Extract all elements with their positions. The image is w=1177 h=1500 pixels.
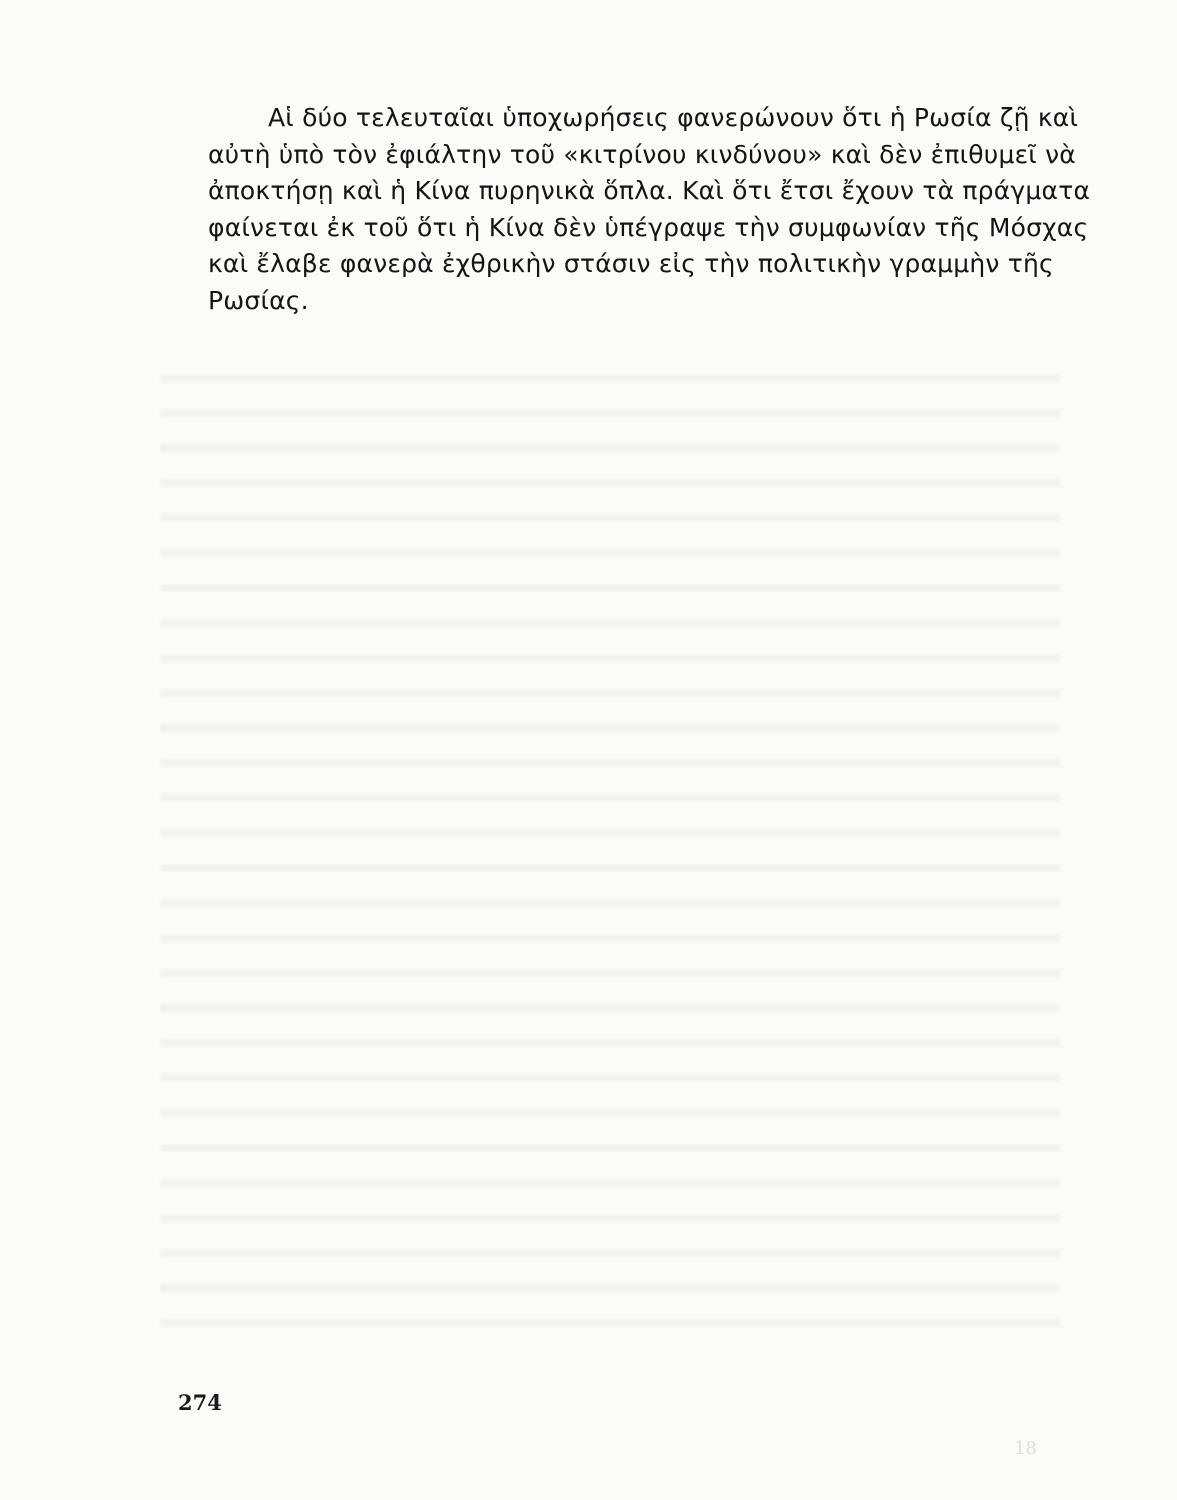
paragraph-line: φαίνεται ἐκ τοῦ ὅτι ἡ Κίνα δὲν ὑπέγραψε τὴν συμφωνίαν τῆς Μόσχας [208, 212, 1089, 242]
paragraph-line: Ρωσίας. [208, 285, 309, 315]
page-number: 274 [178, 1390, 222, 1415]
paragraph-line: ἀποκτήσῃ καὶ ἡ Κίνα πυρηνικὰ ὅπλα. Καὶ ὅτι ἔτσι ἔχουν τὰ πράγματα [208, 176, 1091, 205]
body-paragraph [208, 100, 1091, 319]
paragraph-line: καὶ ἔλαβε φανερὰ ἐχθρικὴν στάσιν εἰς τὴν πολιτικὴν γραμμὴν τῆς [208, 249, 1054, 278]
bleed-through-page-number: 18 [1014, 1438, 1037, 1459]
bleed-through-texture [160, 360, 1060, 1340]
paragraph-line: Αἱ δύο τελευταῖαι ὑποχωρήσεις φανερώνουν ὅτι ἡ Ρωσία ζῇ καὶ [268, 103, 1079, 132]
paragraph-line: αὐτὴ ὑπὸ τὸν ἐφιάλτην τοῦ «κιτρίνου κινδύνου» καὶ δὲν ἐπιθυμεῖ νὰ [208, 139, 1076, 169]
